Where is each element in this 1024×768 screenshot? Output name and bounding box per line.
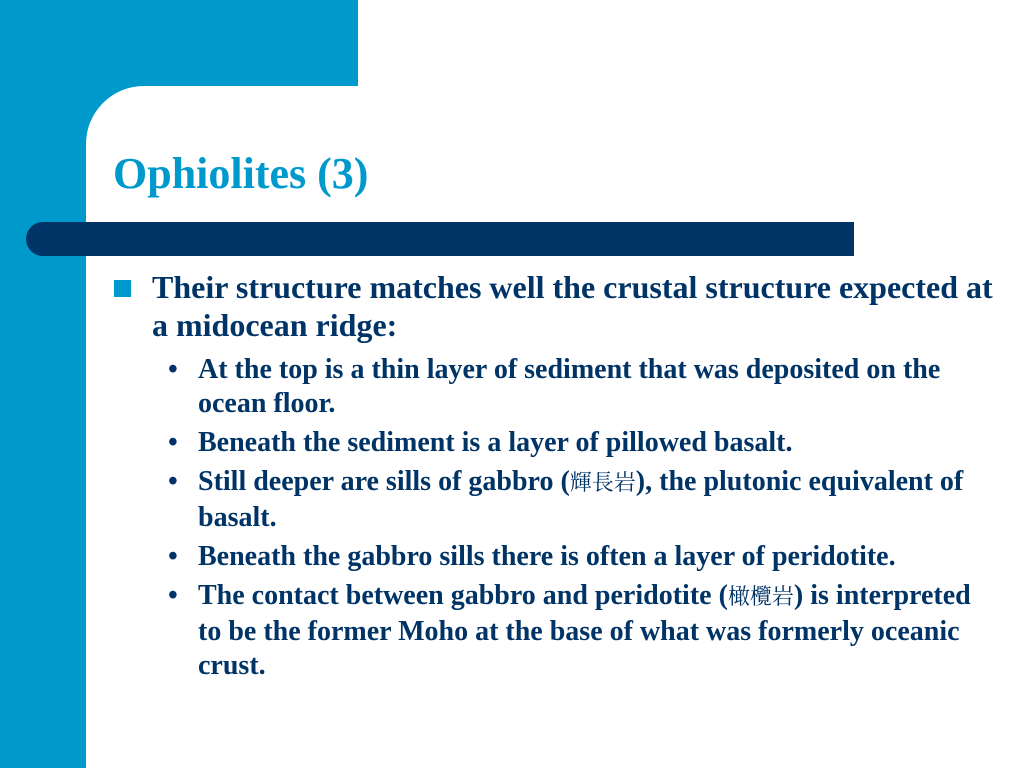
top-accent-band [86,0,358,86]
main-bullet-text: Their structure matches well the crustal structure expected at a midocean ridge: [152,269,993,343]
round-bullet-icon: • [168,580,178,611]
sub-bullet-item [168,426,993,460]
slide-title: Ophiolites (3) [113,149,369,198]
round-bullet-icon: • [168,354,178,385]
sub-bullet-item [168,540,993,574]
sub-bullet-item [168,465,993,535]
sub-bullet-item [168,579,993,683]
sub-bullet-text: Beneath the gabbro sills there is often a layer of peridotite. [198,541,896,572]
square-bullet-icon [114,280,131,297]
peridotite-chinese-term: 橄欖岩 [727,585,794,610]
title-divider-bar [26,222,854,256]
slide-body [113,268,993,688]
gabbro-chinese-term: 輝長岩 [569,471,636,496]
sub-bullet-text-start: Still deeper are sills of gabbro ( [198,466,570,497]
round-bullet-icon: • [168,541,178,572]
round-bullet-icon: • [168,466,178,497]
main-bullet-item [113,268,993,344]
sub-bullet-text: At the top is a thin layer of sediment that was deposited on the ocean floor. [198,354,941,419]
sub-bullet-text-end: ), the plutonic equivalent of basalt. [198,466,964,533]
sub-bullet-text-end: ) is interpreted to be the former Moho at the base of what was formerly oceanic crust. [198,580,971,681]
round-bullet-icon: • [168,427,178,458]
sub-bullet-item [168,353,993,421]
sub-bullet-text-start: The contact between gabbro and peridotite ( [198,580,728,611]
sub-bullet-text: Beneath the sediment is a layer of pillowed basalt. [198,427,793,458]
sub-bullet-list [113,353,993,683]
left-accent-band [0,0,86,768]
